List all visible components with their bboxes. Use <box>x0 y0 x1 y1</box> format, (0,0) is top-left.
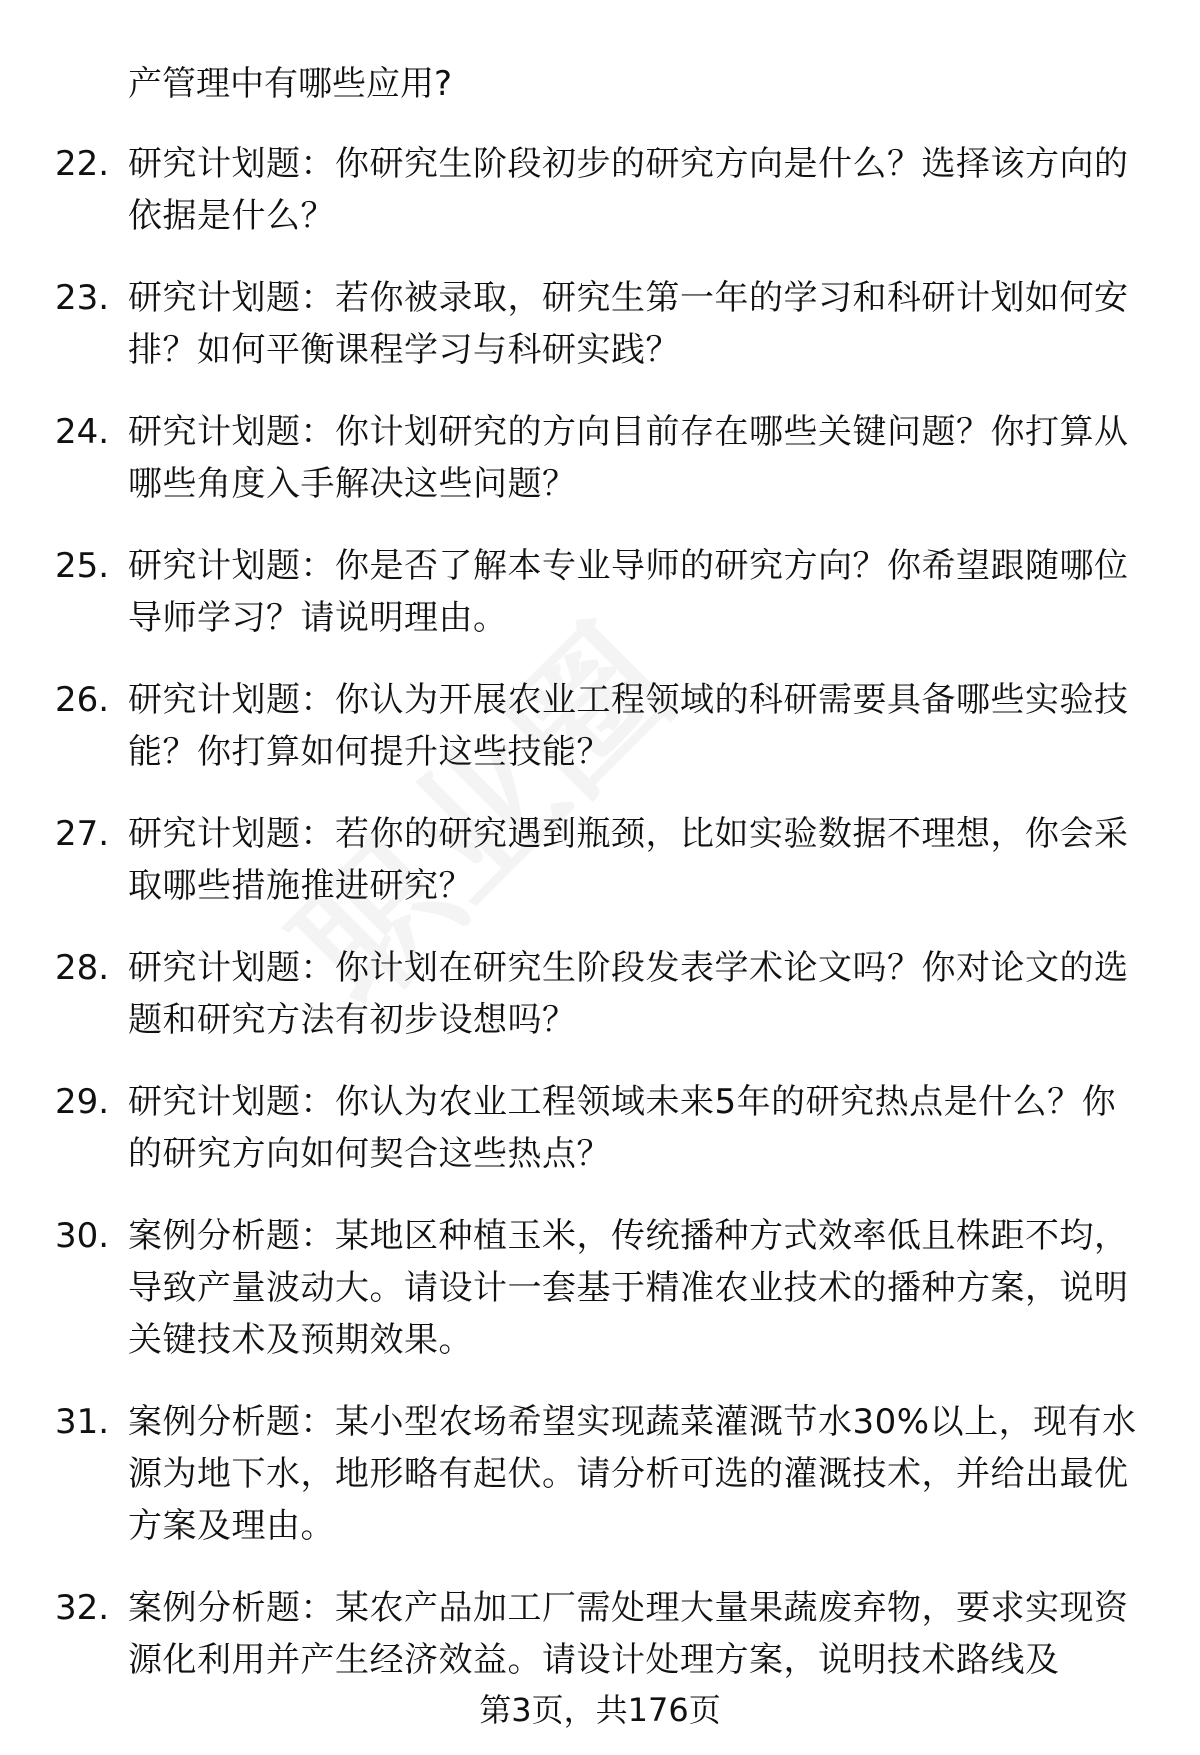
question-list <box>0 138 1200 1716</box>
question-number: 26. <box>55 680 110 720</box>
question-number: 29. <box>55 1082 110 1122</box>
question-text: 研究计划题：若你被录取，研究生第一年的学习和科研计划如何安排？如何平衡课程学习与科研实践？ <box>128 278 1129 370</box>
question-number: 24. <box>55 412 110 452</box>
question-number: 27. <box>55 814 110 854</box>
question-text: 案例分析题：某地区种植玉米，传统播种方式效率低且株距不均，导致产量波动大。请设计一套基于精准农业技术的播种方案，说明关键技术及预期效果。 <box>128 1216 1129 1360</box>
question-text: 研究计划题：你是否了解本专业导师的研究方向？你希望跟随哪位导师学习？请说明理由。 <box>128 546 1129 638</box>
question-item <box>0 808 1200 912</box>
question-number: 22. <box>55 144 110 184</box>
continuation-text: 产管理中有哪些应用? <box>128 64 453 104</box>
question-text: 案例分析题：某小型农场希望实现蔬菜灌溉节水30%以上，现有水源为地下水，地形略有起伏。请分析可选的灌溉技术，并给出最优方案及理由。 <box>128 1402 1137 1546</box>
question-number: 28. <box>55 948 110 988</box>
question-item <box>0 1396 1200 1552</box>
question-text: 研究计划题：若你的研究遇到瓶颈，比如实验数据不理想，你会采取哪些措施推进研究？ <box>128 814 1129 906</box>
question-item <box>0 1210 1200 1366</box>
question-number: 30. <box>55 1216 110 1256</box>
question-item <box>0 138 1200 242</box>
page-footer: 第3页，共176页 <box>479 1691 721 1729</box>
question-item <box>0 674 1200 778</box>
question-item <box>0 272 1200 376</box>
question-item <box>0 406 1200 510</box>
question-item <box>0 540 1200 644</box>
question-number: 31. <box>55 1402 110 1442</box>
question-text: 研究计划题：你研究生阶段初步的研究方向是什么？选择该方向的依据是什么？ <box>128 144 1129 236</box>
question-text: 研究计划题：你认为开展农业工程领域的科研需要具备哪些实验技能？你打算如何提升这些技能？ <box>128 680 1129 772</box>
question-item <box>0 1582 1200 1686</box>
question-text: 研究计划题：你认为农业工程领域未来5年的研究热点是什么？你的研究方向如何契合这些热点？ <box>128 1082 1117 1174</box>
question-number: 25. <box>55 546 110 586</box>
question-text: 研究计划题：你计划研究的方向目前存在哪些关键问题？你打算从哪些角度入手解决这些问题？ <box>128 412 1129 504</box>
question-item <box>0 942 1200 1046</box>
question-number: 23. <box>55 278 110 318</box>
question-text: 研究计划题：你计划在研究生阶段发表学术论文吗？你对论文的选题和研究方法有初步设想吗？ <box>128 948 1129 1040</box>
question-number: 32. <box>55 1588 110 1628</box>
question-text: 案例分析题：某农产品加工厂需处理大量果蔬废弃物，要求实现资源化利用并产生经济效益。请设计处理方案，说明技术路线及 <box>128 1588 1129 1680</box>
question-item <box>0 1076 1200 1180</box>
